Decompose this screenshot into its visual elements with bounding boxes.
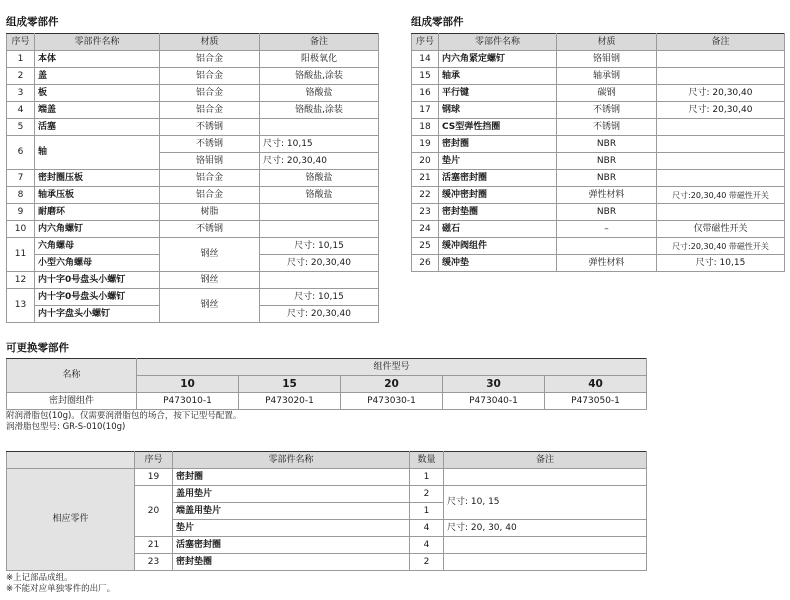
part-no: 25	[412, 238, 439, 255]
part-name: 钢球	[439, 102, 557, 119]
group-part-name: 密封圈	[173, 469, 410, 486]
part-remark: 尺寸: 20,30,40	[260, 306, 379, 323]
part-name: 内十字盘头小螺钉	[35, 306, 160, 323]
table-row	[412, 85, 785, 102]
part-no: 7	[7, 170, 35, 187]
parts-title-right: 组成零部件	[411, 16, 464, 28]
group-header-corner	[7, 452, 135, 469]
part-no: 20	[412, 153, 439, 170]
table-row	[412, 255, 785, 272]
part-remark: 尺寸:20,30,40 带磁性开关	[657, 238, 785, 255]
table-row	[7, 272, 379, 289]
parts-table-left	[6, 33, 379, 323]
replace-part-code: P473050-1	[545, 393, 647, 410]
part-material: 不锈钢	[557, 119, 657, 136]
group-part-name: 活塞密封圈	[173, 537, 410, 554]
part-no: 13	[7, 289, 35, 323]
part-remark	[657, 136, 785, 153]
part-name: 缓冲垫	[439, 255, 557, 272]
part-no: 18	[412, 119, 439, 136]
part-material	[557, 238, 657, 255]
table-row	[412, 153, 785, 170]
table-row	[7, 85, 379, 102]
replace-part-code: P473030-1	[341, 393, 443, 410]
part-no: 21	[412, 170, 439, 187]
header-material: 材质	[557, 34, 657, 51]
part-name: 六角螺母	[35, 238, 160, 255]
table-row	[412, 238, 785, 255]
replace-table	[6, 358, 647, 410]
part-remark: 尺寸: 10,15	[657, 255, 785, 272]
header-material: 材质	[160, 34, 260, 51]
header-remark: 备注	[260, 34, 379, 51]
part-no: 15	[412, 68, 439, 85]
replace-name-header: 名称	[7, 359, 137, 393]
parts-left-header-row	[7, 34, 379, 51]
group-remark-empty	[444, 554, 647, 571]
part-material: 弹性材料	[557, 255, 657, 272]
part-remark	[260, 272, 379, 289]
replace-title: 可更换零部件	[6, 342, 69, 354]
group-remark: 尺寸: 20, 30, 40	[444, 520, 647, 537]
size-header: 40	[545, 376, 647, 393]
parts-title-left: 组成零部件	[6, 16, 59, 28]
part-material: 不锈钢	[160, 119, 260, 136]
table-row	[412, 187, 785, 204]
replace-part-code: P473020-1	[239, 393, 341, 410]
group-part-name: 密封垫圈	[173, 554, 410, 571]
part-material: 碳钢	[557, 85, 657, 102]
group-no: 23	[135, 554, 173, 571]
part-remark: 尺寸: 10,15	[260, 289, 379, 306]
part-no: 12	[7, 272, 35, 289]
part-name: 平行键	[439, 85, 557, 102]
footnote-2: ※不能对应单独零件的出厂。	[6, 584, 116, 594]
part-no: 9	[7, 204, 35, 221]
group-no: 19	[135, 469, 173, 486]
replace-note-line-2: 润滑脂包型号: GR-S-010(10g)	[6, 422, 126, 432]
table-row	[7, 136, 379, 153]
table-row	[412, 102, 785, 119]
part-material: 铝合金	[160, 85, 260, 102]
part-no: 2	[7, 68, 35, 85]
part-no: 19	[412, 136, 439, 153]
part-no: 10	[7, 221, 35, 238]
part-name: 活塞密封圈	[439, 170, 557, 187]
part-no: 1	[7, 51, 35, 68]
group-qty: 1	[410, 469, 444, 486]
part-remark: 尺寸: 10,15	[260, 238, 379, 255]
group-header-row	[7, 452, 647, 469]
size-header: 30	[443, 376, 545, 393]
parts-right-header-row	[412, 34, 785, 51]
group-header-no: 序号	[135, 452, 173, 469]
replace-note-line-1: 附润滑脂包(10g)。仅需要润滑脂包的场合，按下记型号配置。	[6, 411, 242, 421]
part-remark: 尺寸: 20,30,40	[260, 255, 379, 272]
footnotes	[6, 573, 115, 595]
part-name: 垫片	[439, 153, 557, 170]
group-header-remark: 备注	[444, 452, 647, 469]
part-material: 树脂	[160, 204, 260, 221]
replace-part-code: P473010-1	[137, 393, 239, 410]
part-remark: 尺寸: 20,30,40	[657, 102, 785, 119]
part-remark: 铬酸盐	[260, 187, 379, 204]
part-material: 弹性材料	[557, 187, 657, 204]
header-name: 零部件名称	[35, 34, 160, 51]
part-material: NBR	[557, 153, 657, 170]
part-remark	[657, 119, 785, 136]
part-name: 内六角紧定螺钉	[439, 51, 557, 68]
table-row	[412, 136, 785, 153]
replace-group-header: 组件型号	[137, 359, 647, 376]
part-remark: 铬酸盐,涂装	[260, 68, 379, 85]
group-qty: 4	[410, 520, 444, 537]
part-no: 26	[412, 255, 439, 272]
part-remark: 仅带磁性开关	[657, 221, 785, 238]
part-no: 14	[412, 51, 439, 68]
table-row	[7, 204, 379, 221]
part-material: 钢丝	[160, 272, 260, 289]
table-row	[7, 102, 379, 119]
part-material: 不锈钢	[557, 102, 657, 119]
part-remark: 尺寸: 20,30,40	[260, 153, 379, 170]
part-name: 内十字0号盘头小螺钉	[35, 289, 160, 306]
group-remark-empty	[444, 469, 647, 486]
part-material: –	[557, 221, 657, 238]
part-name: 磁石	[439, 221, 557, 238]
replace-header-row	[7, 359, 647, 376]
part-name: 缓冲密封圈	[439, 187, 557, 204]
replace-part-name: 密封圈组件	[7, 393, 137, 410]
footnote-1: ※上记部品成组。	[6, 573, 73, 583]
group-no: 21	[135, 537, 173, 554]
part-material: 不锈钢	[160, 221, 260, 238]
part-remark: 尺寸: 10,15	[260, 136, 379, 153]
part-material: 铝合金	[160, 51, 260, 68]
group-part-name: 垫片	[173, 520, 410, 537]
table-row	[412, 119, 785, 136]
part-material: 铬钼钢	[557, 51, 657, 68]
table-row	[7, 238, 379, 255]
part-remark	[657, 153, 785, 170]
part-no: 4	[7, 102, 35, 119]
table-row	[412, 68, 785, 85]
part-name: 内六角螺钉	[35, 221, 160, 238]
table-row	[412, 204, 785, 221]
part-material: 铝合金	[160, 68, 260, 85]
part-name: 盖	[35, 68, 160, 85]
table-row	[412, 51, 785, 68]
part-material: 铝合金	[160, 170, 260, 187]
table-row	[7, 187, 379, 204]
part-remark: 铬酸盐	[260, 85, 379, 102]
part-no: 24	[412, 221, 439, 238]
group-label: 相应零件	[7, 469, 135, 571]
part-remark: 铬酸盐	[260, 170, 379, 187]
part-remark: 铬酸盐,涂装	[260, 102, 379, 119]
replace-part-code: P473040-1	[443, 393, 545, 410]
part-name: CS型弹性挡圈	[439, 119, 557, 136]
part-name: 密封圈压板	[35, 170, 160, 187]
part-remark	[657, 204, 785, 221]
group-qty: 2	[410, 486, 444, 503]
part-remark: 阳极氧化	[260, 51, 379, 68]
size-header: 10	[137, 376, 239, 393]
group-qty: 4	[410, 537, 444, 554]
parts-table-right	[411, 33, 785, 272]
part-material: 轴承钢	[557, 68, 657, 85]
part-name: 轴承压板	[35, 187, 160, 204]
part-name: 轴	[35, 136, 160, 170]
part-material: 铝合金	[160, 102, 260, 119]
part-no: 3	[7, 85, 35, 102]
replace-note	[6, 411, 241, 433]
part-material: NBR	[557, 204, 657, 221]
part-remark	[657, 68, 785, 85]
group-part-name: 端盖用垫片	[173, 503, 410, 520]
group-header-qty: 数量	[410, 452, 444, 469]
part-remark: 尺寸:20,30,40 带磁性开关	[657, 187, 785, 204]
part-no: 17	[412, 102, 439, 119]
table-row	[7, 51, 379, 68]
header-no: 序号	[7, 34, 35, 51]
part-material: 钢丝	[160, 289, 260, 323]
part-no: 16	[412, 85, 439, 102]
part-no: 11	[7, 238, 35, 272]
part-material: 铬钼钢	[160, 153, 260, 170]
part-no: 23	[412, 204, 439, 221]
header-remark: 备注	[657, 34, 785, 51]
part-no: 6	[7, 136, 35, 170]
table-row	[412, 170, 785, 187]
part-no: 22	[412, 187, 439, 204]
group-remark: 尺寸: 10, 15	[444, 486, 647, 520]
part-name: 小型六角螺母	[35, 255, 160, 272]
group-table	[6, 451, 647, 571]
part-name: 密封垫圈	[439, 204, 557, 221]
part-name: 活塞	[35, 119, 160, 136]
part-remark: 尺寸: 20,30,40	[657, 85, 785, 102]
part-remark	[657, 170, 785, 187]
part-name: 端盖	[35, 102, 160, 119]
group-no: 20	[135, 486, 173, 537]
table-row	[7, 170, 379, 187]
part-name: 本体	[35, 51, 160, 68]
part-remark	[260, 221, 379, 238]
part-remark	[260, 204, 379, 221]
header-name: 零部件名称	[439, 34, 557, 51]
part-material: NBR	[557, 136, 657, 153]
group-header-name: 零部件名称	[173, 452, 410, 469]
table-row	[7, 469, 647, 486]
part-name: 耐磨环	[35, 204, 160, 221]
size-header: 15	[239, 376, 341, 393]
header-no: 序号	[412, 34, 439, 51]
part-name: 内十字0号盘头小螺钉	[35, 272, 160, 289]
part-name: 板	[35, 85, 160, 102]
part-remark	[260, 119, 379, 136]
group-part-name: 盖用垫片	[173, 486, 410, 503]
part-material: 铝合金	[160, 187, 260, 204]
part-name: 缓冲阀组件	[439, 238, 557, 255]
table-row	[7, 393, 647, 410]
part-no: 8	[7, 187, 35, 204]
group-qty: 2	[410, 554, 444, 571]
size-header: 20	[341, 376, 443, 393]
table-row	[7, 289, 379, 306]
group-remark-empty	[444, 537, 647, 554]
part-material: NBR	[557, 170, 657, 187]
table-row	[7, 68, 379, 85]
part-remark	[657, 51, 785, 68]
table-row	[7, 119, 379, 136]
part-name: 轴承	[439, 68, 557, 85]
part-material: 不锈钢	[160, 136, 260, 153]
table-row	[7, 221, 379, 238]
group-qty: 1	[410, 503, 444, 520]
table-row	[412, 221, 785, 238]
part-material: 钢丝	[160, 238, 260, 272]
part-no: 5	[7, 119, 35, 136]
part-name: 密封圈	[439, 136, 557, 153]
